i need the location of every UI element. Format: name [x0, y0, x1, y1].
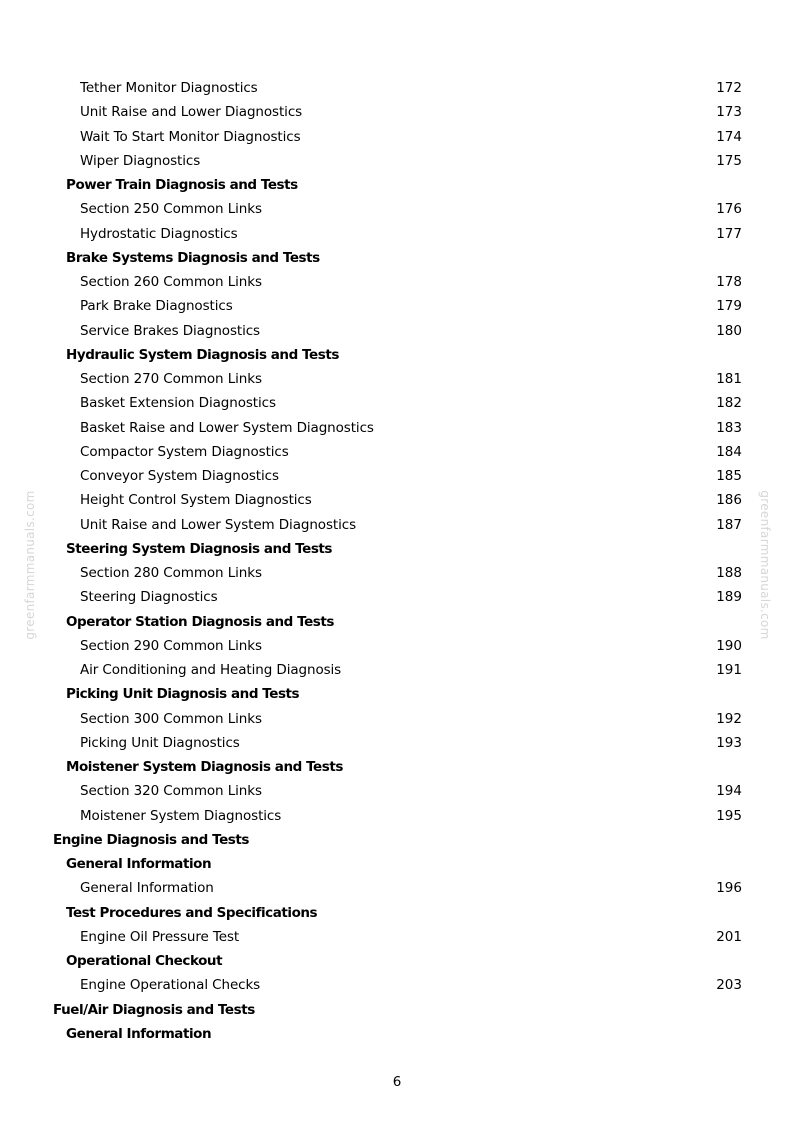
toc-page-number: 181 [716, 371, 742, 387]
toc-section [0, 1022, 794, 1046]
toc-entry[interactable] [0, 925, 794, 949]
toc-entry-title: Section 270 Common Links [80, 371, 262, 387]
toc-entry[interactable] [0, 416, 794, 440]
toc-entry-title: Moistener System Diagnostics [80, 807, 282, 824]
toc-entry-title: Section 300 Common Links [80, 710, 262, 727]
toc-section-title: Test Procedures and Specifications [66, 904, 318, 921]
toc-entry[interactable] [0, 222, 794, 246]
toc-entry[interactable] [0, 100, 794, 124]
toc-chapter-title: Fuel/Air Diagnosis and Tests [53, 1001, 255, 1018]
toc-entry[interactable] [0, 440, 794, 464]
toc-page-number: 176 [716, 201, 742, 218]
toc-section-title: Power Train Diagnosis and Tests [66, 177, 298, 193]
toc-page-number: 188 [716, 565, 742, 581]
toc-page-number: 182 [716, 395, 742, 412]
toc-page-number: 191 [716, 662, 742, 678]
toc-entry-title: Steering Diagnostics [80, 589, 218, 606]
toc-section [0, 610, 794, 634]
toc-section [0, 537, 794, 561]
toc-entry-title: Air Conditioning and Heating Diagnosis [80, 662, 342, 678]
toc-page-number: 172 [716, 80, 742, 96]
toc-page-number: 194 [716, 783, 742, 800]
toc-page-number: 196 [716, 880, 742, 897]
toc-section [0, 755, 794, 779]
toc-section-title: Moistener System Diagnosis and Tests [66, 759, 343, 775]
toc-entry[interactable] [0, 707, 794, 731]
toc-page-number: 185 [716, 468, 742, 484]
toc-entry[interactable] [0, 585, 794, 609]
toc-entry[interactable] [0, 488, 794, 512]
toc-entry[interactable] [0, 464, 794, 488]
toc-page-number: 179 [716, 298, 742, 315]
toc-entry-title: Section 290 Common Links [80, 637, 262, 654]
toc-page-number: 174 [716, 128, 742, 145]
toc-page-number: 195 [716, 807, 742, 824]
toc-section [0, 246, 794, 270]
toc-section-title: Brake Systems Diagnosis and Tests [66, 249, 320, 266]
toc-entry-title: Conveyor System Diagnostics [80, 468, 279, 484]
toc-entry[interactable] [0, 294, 794, 318]
toc-entry[interactable] [0, 270, 794, 294]
page-number: 6 [392, 1074, 402, 1090]
toc-page-number: 203 [716, 977, 742, 994]
toc-page-number: 177 [716, 225, 742, 242]
toc-entry-title: Wiper Diagnostics [80, 152, 201, 169]
toc-section [0, 682, 794, 706]
toc-page-number: 175 [716, 152, 742, 169]
toc-page-number: 187 [716, 516, 742, 533]
toc-entry-title: Section 250 Common Links [80, 201, 262, 218]
toc-entry-title: Park Brake Diagnostics [80, 298, 233, 315]
toc-page-number: 201 [716, 928, 742, 945]
toc-page-number: 189 [716, 589, 742, 606]
toc-page-number: 173 [716, 104, 742, 121]
toc-page-number: 192 [716, 710, 742, 727]
toc-page-number: 184 [716, 443, 742, 460]
toc-entry[interactable] [0, 76, 794, 100]
toc-entry-title: Tether Monitor Diagnostics [80, 80, 258, 96]
toc-entry[interactable] [0, 319, 794, 343]
toc-entry[interactable] [0, 367, 794, 391]
toc-entry[interactable] [0, 125, 794, 149]
toc-page-number: 190 [716, 637, 742, 654]
toc-section-title: Steering System Diagnosis and Tests [66, 540, 333, 557]
toc-page-number: 180 [716, 322, 742, 339]
toc-entry[interactable] [0, 561, 794, 585]
toc-entry-title: General Information [80, 880, 214, 897]
toc-section [0, 901, 794, 925]
toc-entry-title: Basket Raise and Lower System Diagnostics [80, 419, 374, 436]
toc-entry[interactable] [0, 149, 794, 173]
toc-entry-title: Hydrostatic Diagnostics [80, 225, 238, 242]
toc-entry-title: Section 280 Common Links [80, 565, 262, 581]
toc-section-title: Picking Unit Diagnosis and Tests [66, 686, 300, 703]
toc-section-title: General Information [66, 856, 212, 872]
toc-section [0, 343, 794, 367]
toc-section-title: Operator Station Diagnosis and Tests [66, 613, 334, 630]
toc-entry-title: Wait To Start Monitor Diagnostics [80, 128, 301, 145]
toc-chapter [0, 998, 794, 1022]
toc-entry-title: Engine Oil Pressure Test [80, 928, 240, 945]
toc-chapter-title: Engine Diagnosis and Tests [53, 831, 249, 848]
toc-section-title: Hydraulic System Diagnosis and Tests [66, 346, 339, 363]
watermark-right: greenfarmmanuals.com [758, 490, 772, 640]
toc-entry-title: Service Brakes Diagnostics [80, 322, 260, 339]
toc-entry-title: Unit Raise and Lower System Diagnostics [80, 516, 357, 533]
toc-section [0, 852, 794, 876]
toc-entry-title: Compactor System Diagnostics [80, 443, 289, 460]
toc-entry[interactable] [0, 658, 794, 682]
toc-entry[interactable] [0, 804, 794, 828]
toc-page-number: 178 [716, 274, 742, 290]
toc-entry[interactable] [0, 197, 794, 221]
toc-section [0, 949, 794, 973]
toc-entry-title: Unit Raise and Lower Diagnostics [80, 104, 303, 121]
toc-entry-title: Section 320 Common Links [80, 783, 262, 800]
toc-page-number: 186 [716, 492, 742, 509]
toc-entry-title: Height Control System Diagnostics [80, 492, 312, 509]
toc-entry[interactable] [0, 391, 794, 415]
toc-entry[interactable] [0, 779, 794, 803]
toc-entry-title: Engine Operational Checks [80, 977, 261, 994]
toc-entry-title: Picking Unit Diagnostics [80, 734, 240, 751]
toc-section-title: General Information [66, 1025, 212, 1042]
toc-entry[interactable] [0, 973, 794, 997]
toc-page-number: 183 [716, 419, 742, 436]
toc-entry[interactable] [0, 731, 794, 755]
toc-entry[interactable] [0, 634, 794, 658]
toc-entry-title: Section 260 Common Links [80, 274, 262, 290]
toc-chapter [0, 828, 794, 852]
toc-entry[interactable] [0, 876, 794, 900]
table-of-contents [0, 76, 794, 1046]
watermark-left: greenfarmmanuals.com [23, 490, 37, 640]
toc-entry-title: Basket Extension Diagnostics [80, 395, 276, 412]
toc-entry[interactable] [0, 513, 794, 537]
toc-section [0, 173, 794, 197]
toc-page-number: 193 [716, 734, 742, 751]
toc-section-title: Operational Checkout [66, 953, 223, 969]
